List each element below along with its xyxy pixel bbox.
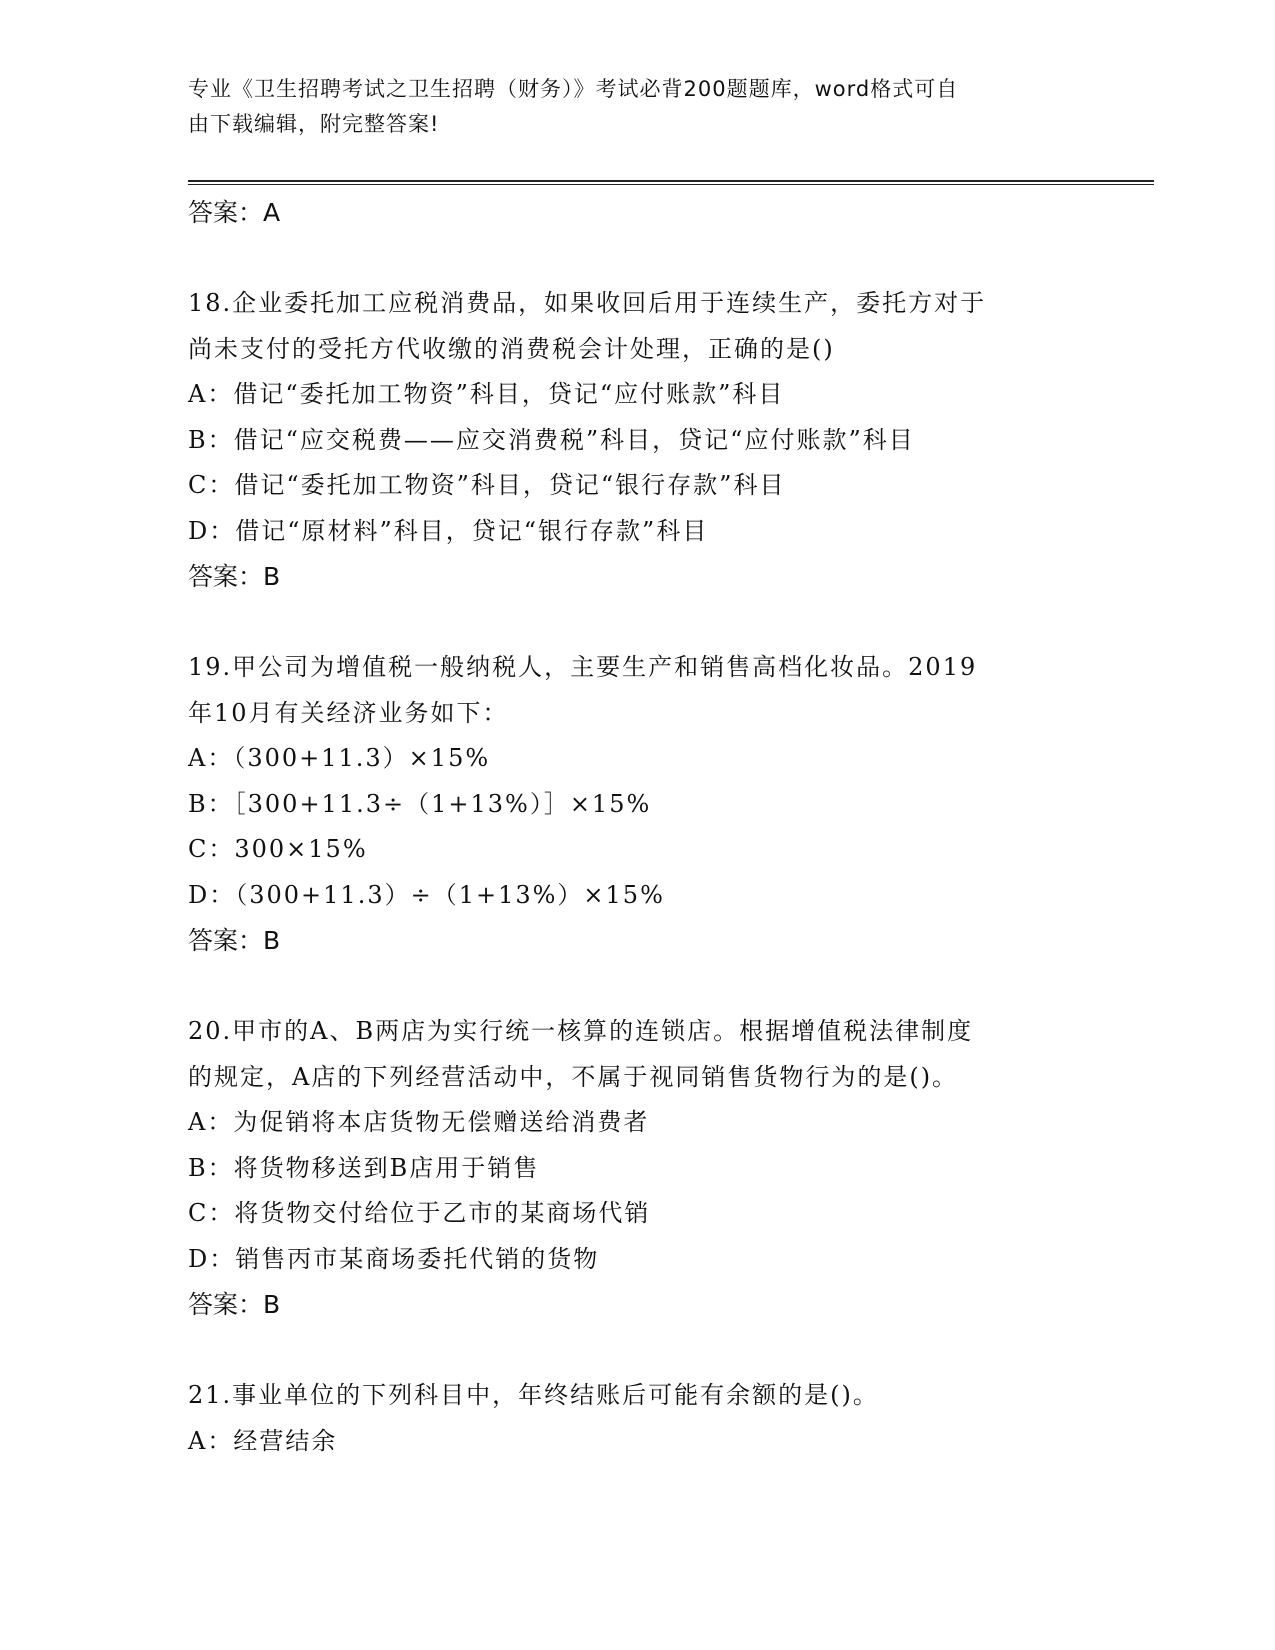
- option-b: B：将货物移送到B店用于销售: [188, 1153, 540, 1182]
- option-b: B：［300+11.3÷（1+13%）］×15%: [188, 789, 652, 818]
- question-21: [188, 1373, 1148, 1464]
- spacer: [188, 1328, 1148, 1374]
- question-stem: 20.甲市的A、B两店为实行统一核算的连锁店。根据增值税法律制度: [188, 1017, 974, 1045]
- document-header: [188, 72, 1068, 142]
- option-d: D：借记“原材料”科目，贷记“银行存款”科目: [188, 516, 709, 545]
- question-stem: 18.企业委托加工应税消费品，如果收回后用于连续生产，委托方对于: [188, 289, 987, 317]
- option-c: C：借记“委托加工物资”科目，贷记“银行存款”科目: [188, 471, 786, 499]
- answer-19: 答案：B: [188, 926, 281, 955]
- question-stem: 21.事业单位的下列科目中，年终结账后可能有余额的是()。: [188, 1381, 879, 1409]
- spacer: [188, 600, 1148, 646]
- option-a: A：借记“委托加工物资”科目，贷记“应付账款”科目: [188, 380, 785, 408]
- header-line-2: 由下载编辑，附完整答案!: [188, 112, 440, 136]
- document-body: [188, 190, 1148, 1464]
- question-stem: 19.甲公司为增值税一般纳税人，主要生产和销售高档化妆品。2019: [188, 653, 978, 681]
- answer-20: 答案：B: [188, 1290, 281, 1319]
- spacer: [188, 964, 1148, 1010]
- answer-18: 答案：B: [188, 562, 281, 591]
- option-a: A：为促销将本店货物无偿赠送给消费者: [188, 1108, 650, 1136]
- option-a: A：经营结余: [188, 1426, 338, 1455]
- option-c: C：将货物交付给位于乙市的某商场代销: [188, 1199, 651, 1227]
- option-a: A：（300+11.3）×15%: [188, 744, 491, 772]
- answer-17: 答案：A: [188, 198, 281, 227]
- question-20: [188, 1009, 1148, 1328]
- header-line-1: 专业《卫生招聘考试之卫生招聘（财务）》考试必背200题题库，word格式可自: [188, 77, 959, 101]
- option-b: B：借记“应交税费——应交消费税”科目，贷记“应付账款”科目: [188, 425, 915, 454]
- option-c: C：300×15%: [188, 835, 368, 863]
- option-d: D：（300+11.3）÷（1+13%）×15%: [188, 880, 665, 909]
- option-d: D：销售丙市某商场委托代销的货物: [188, 1244, 600, 1273]
- spacer: [188, 236, 1148, 282]
- header-divider-thick: [188, 180, 1154, 182]
- question-stem: 的规定，A店的下列经营活动中，不属于视同销售货物行为的是()。: [188, 1062, 959, 1091]
- question-stem: 年10月有关经济业务如下：: [188, 698, 509, 727]
- question-18: [188, 281, 1148, 600]
- header-divider-thin: [188, 184, 1154, 185]
- question-19: [188, 645, 1148, 964]
- question-stem: 尚未支付的受托方代收缴的消费税会计处理，正确的是(): [188, 334, 835, 363]
